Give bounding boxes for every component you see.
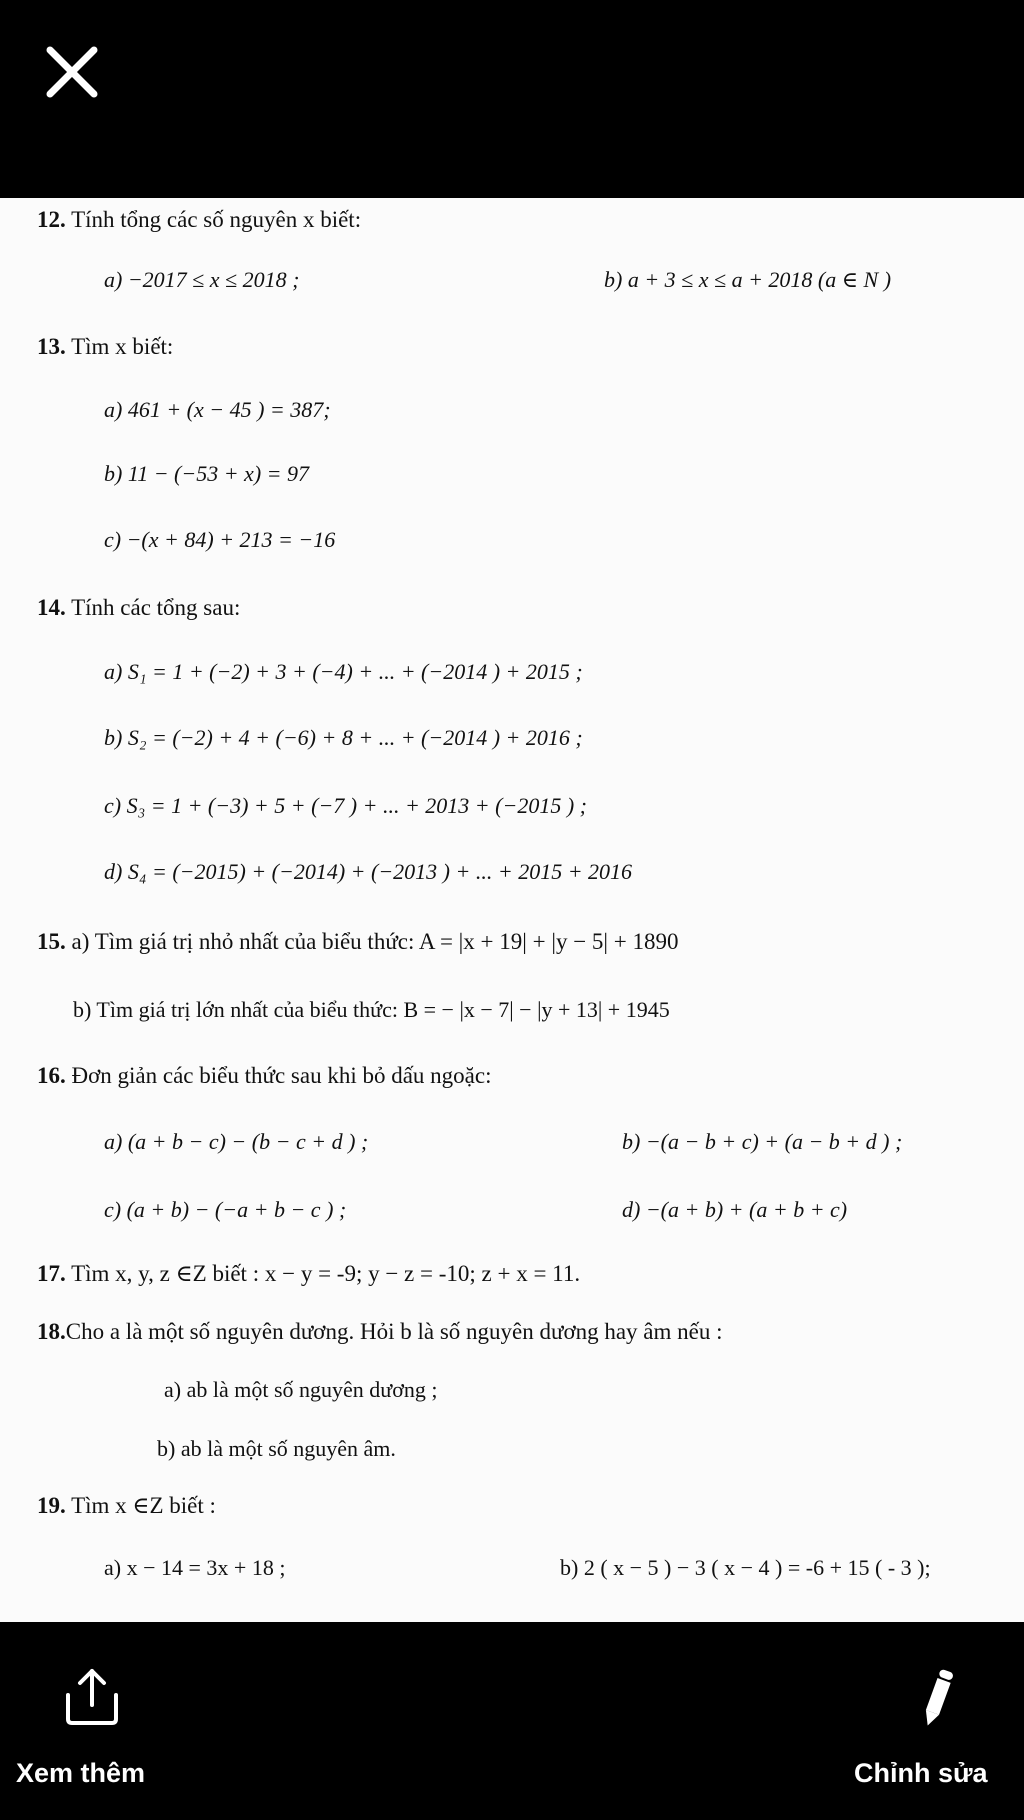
q12-b: b) a + 3 ≤ x ≤ a + 2018 (a ∈ N ) (604, 267, 892, 292)
question-number: 18. (37, 1319, 66, 1344)
document-page (0, 198, 1024, 1622)
bottom-bar (0, 1622, 1024, 1820)
top-bar (0, 0, 1024, 198)
q16-b: b) −(a − b + c) + (a − b + d ) ; (622, 1129, 903, 1154)
question-text: Cho a là một số nguyên dương. Hỏi b là số nguyên dương hay âm nếu : (65, 1319, 723, 1344)
q15-b: b) Tìm giá trị lớn nhất của biểu thức: B = − |x − 7| − |y + 13| + 1945 (73, 997, 670, 1022)
question-number: 14. (37, 595, 66, 620)
q13-a: a) 461 + (x − 45 ) = 387; (104, 397, 331, 422)
q18-a: a) ab là một số nguyên dương ; (164, 1377, 438, 1402)
share-label[interactable]: Xem thêm (16, 1758, 146, 1788)
q13-b: b) 11 − (−53 + x) = 97 (104, 461, 309, 486)
question-text: Đơn giản các biểu thức sau khi bỏ dấu ngoặc: (71, 1063, 492, 1088)
q14-a: a) S₁ = 1 + (−2) + 3 + (−4) + ... + (−2014 ) + 2015 ; (104, 659, 583, 684)
close-button[interactable] (40, 40, 104, 104)
question-text: Tính các tổng sau: (71, 595, 241, 620)
question-17 (37, 1260, 580, 1288)
q13-c: c) −(x + 84) + 213 = −16 (104, 527, 336, 552)
share-icon[interactable] (60, 1665, 124, 1729)
q18-b: b) ab là một số nguyên âm. (157, 1436, 396, 1461)
q12-a: a) −2017 ≤ x ≤ 2018 ; (104, 267, 300, 292)
question-13 (37, 333, 173, 361)
question-number: 16. (37, 1063, 66, 1088)
question-12 (37, 206, 361, 234)
q19-a: a) x − 14 = 3x + 18 ; (104, 1555, 286, 1580)
question-19 (37, 1492, 216, 1520)
question-number: 15. (37, 929, 66, 954)
question-number: 17. (37, 1261, 66, 1286)
pencil-icon[interactable] (905, 1665, 969, 1729)
question-14 (37, 594, 240, 622)
question-16 (37, 1062, 491, 1090)
q16-c: c) (a + b) − (−a + b − c ) ; (104, 1197, 347, 1222)
question-18 (37, 1318, 723, 1346)
q16-a: a) (a + b − c) − (b − c + d ) ; (104, 1129, 369, 1154)
question-number: 13. (37, 334, 66, 359)
q14-b: b) S₂ = (−2) + 4 + (−6) + 8 + ... + (−2014 ) + 2016 ; (104, 725, 583, 750)
question-text: Tìm x, y, z ∈Z biết : x − y = -9; y − z = -10; z + x = 11. (71, 1261, 581, 1286)
edit-label[interactable]: Chỉnh sửa (854, 1758, 988, 1788)
share-button[interactable] (60, 1665, 124, 1729)
q14-d: d) S₄ = (−2015) + (−2014) + (−2013 ) + ... + 2015 + 2016 (104, 859, 633, 884)
question-text: Tìm x ∈Z biết : (71, 1493, 216, 1518)
edit-button[interactable] (905, 1665, 969, 1729)
q15-a: a) Tìm giá trị nhỏ nhất của biểu thức: A = |x + 19| + |y − 5| + 1890 (71, 929, 679, 954)
q16-d: d) −(a + b) + (a + b + c) (622, 1197, 848, 1222)
question-text: Tính tổng các số nguyên x biết: (71, 207, 362, 232)
q14-c: c) S₃ = 1 + (−3) + 5 + (−7 ) + ... + 2013 + (−2015 ) ; (104, 793, 587, 818)
question-number: 12. (37, 207, 66, 232)
question-15 (37, 928, 678, 956)
close-icon[interactable] (40, 40, 104, 104)
q19-b: b) 2 ( x − 5 ) − 3 ( x − 4 ) = -6 + 15 ( - 3 ); (560, 1555, 931, 1580)
question-text: Tìm x biết: (71, 334, 174, 359)
question-number: 19. (37, 1493, 66, 1518)
